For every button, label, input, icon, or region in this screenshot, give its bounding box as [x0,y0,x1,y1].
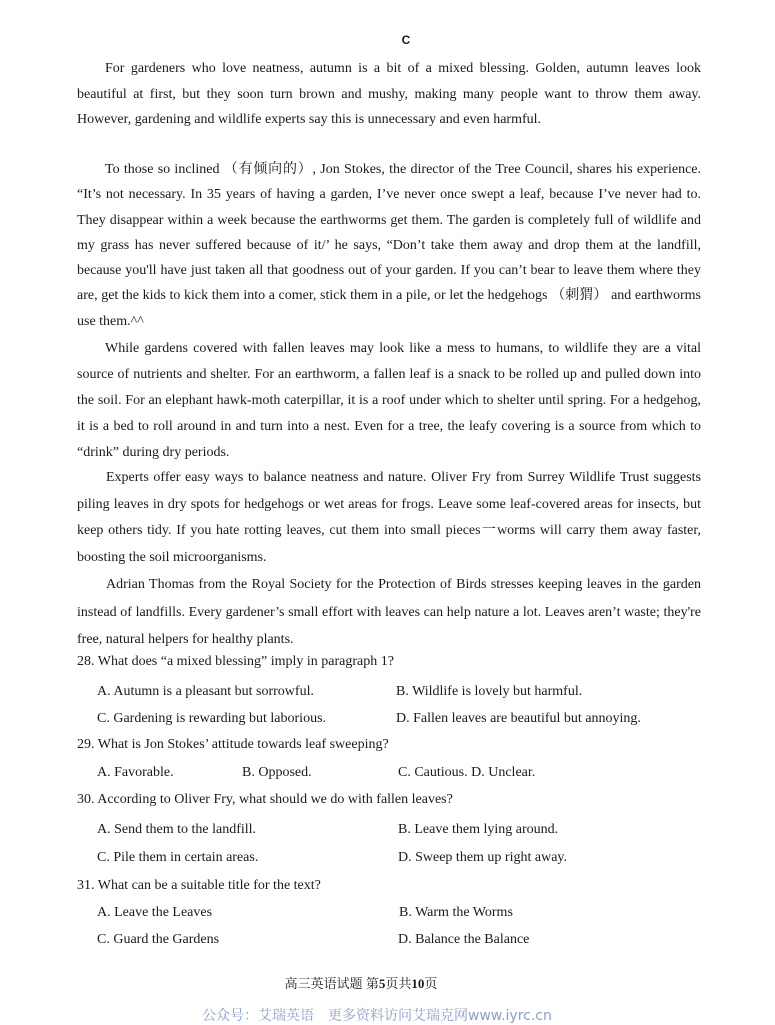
page-footer [0,973,722,992]
footer-prefix: 高三英语试题 第 [284,976,379,991]
passage-paragraph-4: Experts offer easy ways to balance neatness and nature. Oliver Fry from Surrey Wildlife Trust suggests piling leaves in dry spots for hedgehogs or wet areas for frogs. Leave some leaf-covered areas for insects, but keep others tidy. If you hate rotting leaves, cut them into small pieces一worms will carry them away faster, boosting the soil microorganisms. [77,470,701,565]
watermark: 公众号：艾瑞英语 更多资料访问艾瑞克网www.iyrc.cn [202,1008,552,1024]
passage-paragraph-1: For gardeners who love neatness, autumn is a bit of a mixed blessing. Golden, autumn leaves look beautiful at first, but they soon turn brown and mushy, making many people want to throw them away. However, gardening and wildlife experts say this is unnecessary and even harmful. [77,61,701,127]
question-28-option-c: C. Gardening is rewarding but laborious. [97,711,327,726]
passage-paragraph-3: While gardens covered with fallen leaves may look like a mess to humans, to wildlife they are a vital source of nutrients and shelter. For an earthworm, a fallen leaf is a snack to be rolled up and pulled down into the soil. For an elephant hawk-moth caterpillar, it is a roof under which to shelter until spring. For a hedgehog, it is a bed to roll around in and turn into a nest. Even for a tree, the leafy covering is a source from which to “drink” during dry periods. [77,341,701,460]
passage-paragraph-5: Adrian Thomas from the Royal Society for the Protection of Birds stresses keeping leaves in the garden instead of landfills. Every gardener’s small effort with leaves can help nature a lot. Leaves aren’t waste; they're free, natural helpers for healthy plants. [77,577,701,647]
section-letter: C [401,33,411,47]
question-30-option-b: B. Leave them lying around. [398,822,559,837]
question-31-option-d: D. Balance the Balance [398,932,530,947]
footer-middle: 页共 [385,976,412,991]
footer-page-number: 5 [378,976,386,991]
question-28-option-b: B. Wildlife is lovely but harmful. [396,684,583,699]
footer-total-pages: 10 [411,976,425,991]
question-29-option-b: B. Opposed. [242,765,312,780]
footer-suffix: 页 [424,976,438,991]
question-31-option-a: A. Leave the Leaves [97,905,213,920]
question-30-option-c: C. Pile them in certain areas. [97,850,259,865]
question-28-option-d: D. Fallen leaves are beautiful but annoying. [396,711,641,726]
question-31-option-b: B. Warm the Worms [399,905,513,920]
question-28-stem: 28. What does “a mixed blessing” imply in paragraph 1? [77,654,394,669]
question-29-stem: 29. What is Jon Stokes’ attitude towards leaf sweeping? [77,737,389,752]
question-31-option-c: C. Guard the Gardens [97,932,220,947]
question-28-option-a: A. Autumn is a pleasant but sorrowful. [97,684,314,699]
question-30-stem: 30. According to Oliver Fry, what should we do with fallen leaves? [77,792,453,807]
question-30-option-d: D. Sweep them up right away. [398,850,567,865]
question-30-option-a: A. Send them to the landfill. [97,822,257,837]
question-31-stem: 31. What can be a suitable title for the text? [77,878,321,893]
passage-paragraph-2: To those so inclined （有倾向的）, Jon Stokes, the director of the Tree Council, shares his experience. “It’s not necessary. In 35 years of having a garden, I’ve never once swept a leaf, because I’ve never had to. They disappear within a week because the earthworms get them. The garden is completely full of wildlife and my grass has never suffered because of it/’ he says, “Don’t take them away and drop them at the landfill, because you'll have just taken all that goodness out of your garden. If you can’t bear to leave them where they are, get the kids to kick them into a comer, stick them in a pile, or let the hedgehogs （刺猬） and earthworms use them.^^ [77,162,701,329]
question-29-option-a: A. Favorable. [97,765,174,780]
question-29-option-cd: C. Cautious. D. Unclear. [398,765,536,780]
